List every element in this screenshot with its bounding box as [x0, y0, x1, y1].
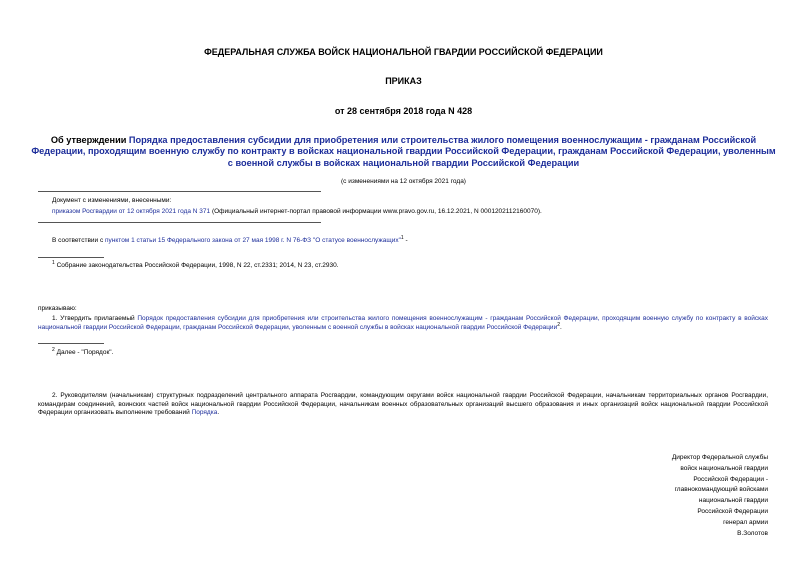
signature-line: Директор Федеральной службы — [671, 454, 768, 461]
footnote-2-mark: 2 — [52, 346, 55, 353]
item-2-text: 2. Руководителям (начальникам) структурных подразделений центрального аппарата Росгвардии, командующим округами войск национальной гвардии Российской Федерации, начальникам территориальных органов Росгвардии, командирам соединений, воинских частей войск национальной гвардии Российской Федерации, начальникам военных образовательных организаций высшего образования и иных организаций войск национальной гвардии Российской Федерации организовать выполнение требований — [38, 392, 768, 417]
signature-line: главнокомандующий войсками — [674, 486, 768, 494]
basis-paragraph — [52, 234, 408, 246]
document-type: ПРИКАЗ — [385, 76, 422, 86]
item-1-footnote-mark[interactable]: 2 — [557, 321, 560, 328]
agency-title: ФЕДЕРАЛЬНАЯ СЛУЖБА ВОЙСК НАЦИОНАЛЬНОЙ ГВАРДИИ РОССИЙСКОЙ ФЕДЕРАЦИИ — [204, 47, 603, 57]
item-2-paragraph — [38, 392, 768, 418]
changes-rest: (Официальный интернет-портал правовой информации www.pravo.gov.ru, 16.12.2021, N 0001202112160070). — [210, 208, 542, 215]
divider-top — [38, 191, 321, 192]
title-link[interactable]: Порядка предоставления субсидии для приобретения или строительства жилого помещения военнослужащим - гражданам Российской Федерации, проходящим военную службу по контракту в войсках национальной гвардии Российской Федерации, гражданам Российской Федерации, уволенным с военной службы в войсках национальной гвардии Российской Федерации — [31, 135, 776, 168]
basis-law-link[interactable]: пунктом 1 статьи 15 Федерального закона от 27 мая 1998 г. N 76-ФЗ "О статусе военнослужащих" — [105, 237, 401, 244]
basis-footnote-mark[interactable]: 1 — [400, 234, 404, 241]
signatory-name: В.Золотов — [737, 529, 768, 537]
signature-line: войск национальной гвардии — [680, 464, 768, 472]
title-prefix: Об утверждении — [50, 135, 129, 145]
changes-entry — [52, 208, 542, 217]
signature-block — [568, 453, 768, 539]
item-1-prefix: 1. Утвердить прилагаемый — [52, 315, 138, 322]
document-date-number: от 28 сентября 2018 года N 428 — [334, 106, 473, 116]
basis-suffix: - — [403, 237, 408, 244]
item-1-paragraph — [38, 315, 768, 332]
signature-line: Российской Федерации - — [693, 475, 768, 483]
signature-line: генерал армии — [723, 518, 768, 526]
item-2-procedure-link[interactable]: Порядка — [191, 409, 218, 417]
footnote-divider-2 — [38, 343, 104, 344]
divider-bottom — [38, 222, 321, 223]
item-1-suffix: . — [559, 323, 562, 331]
footnote-1 — [52, 259, 339, 271]
signature-line: национальной гвардии — [698, 497, 768, 505]
changes-label: Документ с изменениями, внесенными: — [52, 197, 172, 204]
basis-prefix: В соответствии с — [52, 237, 106, 244]
item-1-procedure-link[interactable]: Порядок предоставления субсидии для приобретения или строительства жилого помещения военнослужащим - гражданам Российской Федерации, проходящим военную службу по контракту в войсках национальной гвардии Российской Федерации, гражданам Российской Федерации, уволенным с военной службы в войсках национальной гвардии Российской Федерации — [38, 315, 768, 331]
footnote-divider-1 — [38, 257, 104, 258]
order-word: приказываю: — [38, 305, 77, 312]
changes-link[interactable]: приказом Росгвардии от 12 октября 2021 года N 371 — [52, 208, 211, 215]
footnote-1-mark: 1 — [52, 259, 55, 266]
document-title — [30, 135, 777, 169]
footnote-2 — [52, 346, 114, 358]
revision-note: (с изменениями на 12 октября 2021 года) — [341, 178, 466, 185]
footnote-2-text: Далее - "Порядок". — [54, 349, 114, 356]
footnote-1-text: Собрание законодательства Российской Федерации, 1998, N 22, ст.2331; 2014, N 23, ст.2930. — [54, 262, 339, 269]
item-2-suffix: . — [217, 409, 220, 417]
signature-line: Российской Федерации — [697, 507, 768, 515]
